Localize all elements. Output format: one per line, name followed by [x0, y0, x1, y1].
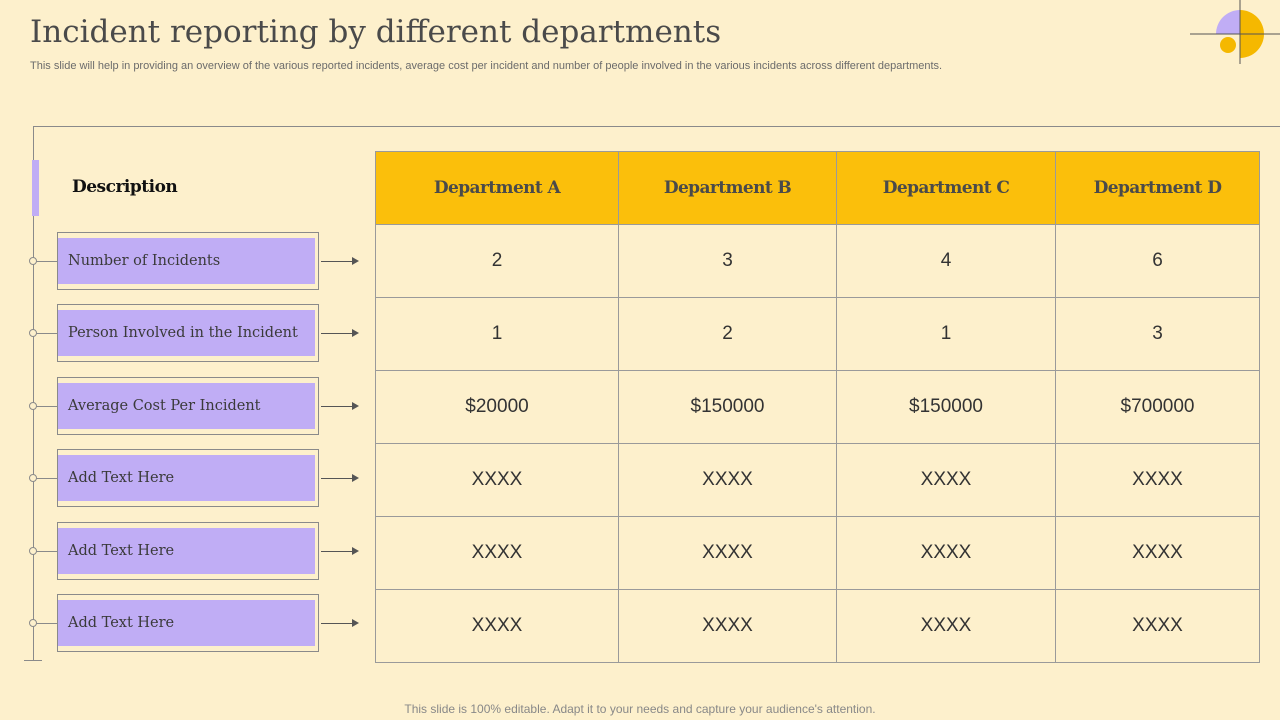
- table-row: [376, 298, 1260, 371]
- table-cell: 2: [619, 298, 837, 371]
- row-label-item: [0, 304, 370, 364]
- column-header: Department B: [619, 152, 837, 225]
- arrow-right-icon: [352, 402, 359, 410]
- connector-line: [36, 333, 57, 334]
- table-cell: XXXX: [619, 444, 837, 517]
- table-cell: XXXX: [1056, 590, 1260, 663]
- table-cell: XXXX: [376, 444, 619, 517]
- table-cell: XXXX: [837, 444, 1056, 517]
- column-header: Department A: [376, 152, 619, 225]
- table-cell: $150000: [837, 371, 1056, 444]
- slide-footer: This slide is 100% editable. Adapt it to your needs and capture your audience's attention.: [404, 702, 876, 716]
- arrow-line: [321, 551, 353, 552]
- frame-top-line: [33, 126, 1280, 127]
- connector-line: [36, 478, 57, 479]
- row-label-item: [0, 594, 370, 654]
- table-cell: XXXX: [619, 590, 837, 663]
- connector-line: [36, 261, 57, 262]
- label-box: [57, 304, 319, 362]
- arrow-line: [321, 406, 353, 407]
- label-box: [57, 232, 319, 290]
- arrow-line: [321, 333, 353, 334]
- connector-line: [36, 406, 57, 407]
- table-cell: $20000: [376, 371, 619, 444]
- table-cell: XXXX: [376, 517, 619, 590]
- table-cell: 1: [837, 298, 1056, 371]
- connector-line: [36, 551, 57, 552]
- slide-subtitle: This slide will help in providing an overview of the various reported incidents, average cost per incident and number of people involved in the various incidents across different departments.: [30, 60, 943, 72]
- label-text: Add Text Here: [58, 528, 315, 574]
- table-row: [376, 225, 1260, 298]
- table-header-row: [376, 152, 1260, 225]
- arrow-line: [321, 478, 353, 479]
- row-label-item: [0, 232, 370, 292]
- table-cell: XXXX: [1056, 517, 1260, 590]
- table-cell: 4: [837, 225, 1056, 298]
- row-label-item: [0, 377, 370, 437]
- table-cell: XXXX: [1056, 444, 1260, 517]
- table-cell: XXXX: [837, 517, 1056, 590]
- label-text: Add Text Here: [58, 455, 315, 501]
- decorative-circles-icon: [1188, 0, 1280, 66]
- table-row: [376, 444, 1260, 517]
- department-table: [375, 151, 1260, 663]
- label-box: [57, 522, 319, 580]
- label-text: Number of Incidents: [58, 238, 315, 284]
- arrow-right-icon: [352, 619, 359, 627]
- arrow-right-icon: [352, 474, 359, 482]
- arrow-line: [321, 261, 353, 262]
- frame-foot-line: [24, 660, 42, 661]
- table-cell: XXXX: [619, 517, 837, 590]
- table-cell: 2: [376, 225, 619, 298]
- table-cell: 3: [619, 225, 837, 298]
- arrow-line: [321, 623, 353, 624]
- arrow-right-icon: [352, 329, 359, 337]
- description-accent-bar: [32, 160, 39, 216]
- label-box: [57, 449, 319, 507]
- slide-title: Incident reporting by different departments: [30, 14, 722, 50]
- table-cell: XXXX: [837, 590, 1056, 663]
- column-header: Department D: [1056, 152, 1260, 225]
- table-row: [376, 517, 1260, 590]
- table-cell: 3: [1056, 298, 1260, 371]
- label-box: [57, 377, 319, 435]
- column-header: Department C: [837, 152, 1056, 225]
- row-label-item: [0, 449, 370, 509]
- table-cell: XXXX: [376, 590, 619, 663]
- table-cell: 1: [376, 298, 619, 371]
- label-text: Average Cost Per Incident: [58, 383, 315, 429]
- label-text: Add Text Here: [58, 600, 315, 646]
- table-cell: $150000: [619, 371, 837, 444]
- description-label: Description: [72, 177, 178, 197]
- table-cell: $700000: [1056, 371, 1260, 444]
- arrow-right-icon: [352, 547, 359, 555]
- connector-line: [36, 623, 57, 624]
- arrow-right-icon: [352, 257, 359, 265]
- label-box: [57, 594, 319, 652]
- table-row: [376, 371, 1260, 444]
- table-row: [376, 590, 1260, 663]
- table-cell: 6: [1056, 225, 1260, 298]
- label-text: Person Involved in the Incident: [58, 310, 315, 356]
- row-label-item: [0, 522, 370, 582]
